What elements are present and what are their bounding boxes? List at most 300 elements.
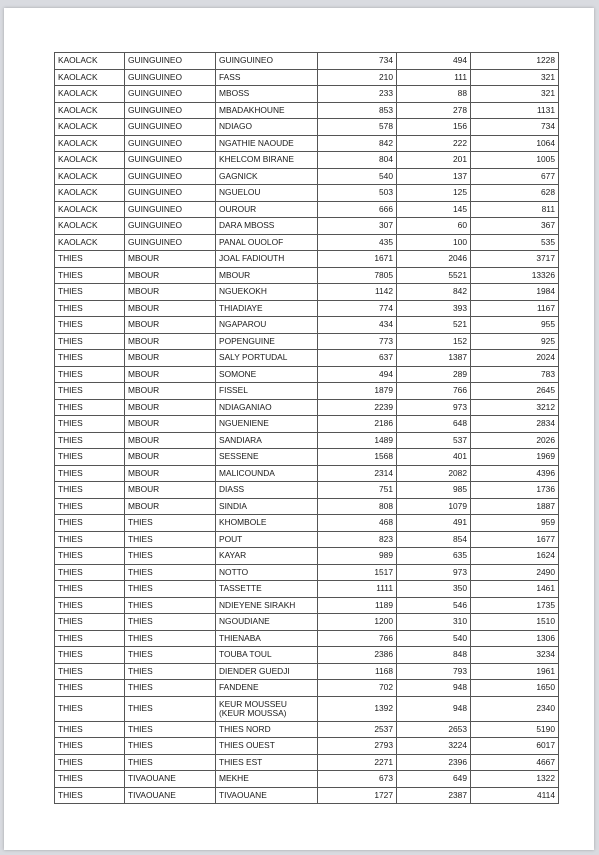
table-row xyxy=(55,366,559,383)
region-cell: KAOLACK xyxy=(55,168,125,185)
region-cell: KAOLACK xyxy=(55,135,125,152)
value-cell: 537 xyxy=(397,432,471,449)
value-cell: 201 xyxy=(397,152,471,169)
department-cell: GUINGUINEO xyxy=(125,53,216,70)
table-row xyxy=(55,564,559,581)
commune-cell: FASS xyxy=(216,69,318,86)
commune-cell: SESSENE xyxy=(216,449,318,466)
commune-cell: NGUELOU xyxy=(216,185,318,202)
table-row xyxy=(55,69,559,86)
commune-cell: SANDIARA xyxy=(216,432,318,449)
total-cell: 1736 xyxy=(471,482,559,499)
total-cell: 2645 xyxy=(471,383,559,400)
value-cell: 434 xyxy=(318,317,397,334)
value-cell: 2396 xyxy=(397,754,471,771)
value-cell: 702 xyxy=(318,680,397,697)
region-cell: THIES xyxy=(55,696,125,721)
total-cell: 925 xyxy=(471,333,559,350)
department-cell: GUINGUINEO xyxy=(125,102,216,119)
value-cell: 494 xyxy=(397,53,471,70)
region-cell: THIES xyxy=(55,416,125,433)
total-cell: 1510 xyxy=(471,614,559,631)
table-row xyxy=(55,630,559,647)
department-cell: MBOUR xyxy=(125,300,216,317)
commune-cell: THIADIAYE xyxy=(216,300,318,317)
region-cell: THIES xyxy=(55,771,125,788)
commune-cell: SINDIA xyxy=(216,498,318,515)
value-cell: 1727 xyxy=(318,787,397,804)
table-row xyxy=(55,581,559,598)
region-cell: THIES xyxy=(55,647,125,664)
value-cell: 100 xyxy=(397,234,471,251)
total-cell: 4396 xyxy=(471,465,559,482)
table-row xyxy=(55,317,559,334)
total-cell: 6017 xyxy=(471,738,559,755)
value-cell: 1111 xyxy=(318,581,397,598)
department-cell: THIES xyxy=(125,531,216,548)
commune-cell: MALICOUNDA xyxy=(216,465,318,482)
department-cell: THIES xyxy=(125,680,216,697)
region-cell: THIES xyxy=(55,564,125,581)
total-cell: 628 xyxy=(471,185,559,202)
value-cell: 734 xyxy=(318,53,397,70)
region-cell: THIES xyxy=(55,614,125,631)
value-cell: 751 xyxy=(318,482,397,499)
total-cell: 1650 xyxy=(471,680,559,697)
region-cell: THIES xyxy=(55,284,125,301)
value-cell: 111 xyxy=(397,69,471,86)
results-table xyxy=(54,52,559,804)
region-cell: THIES xyxy=(55,383,125,400)
value-cell: 766 xyxy=(318,630,397,647)
region-cell: THIES xyxy=(55,449,125,466)
total-cell: 2024 xyxy=(471,350,559,367)
department-cell: MBOUR xyxy=(125,399,216,416)
value-cell: 503 xyxy=(318,185,397,202)
department-cell: MBOUR xyxy=(125,416,216,433)
value-cell: 491 xyxy=(397,515,471,532)
total-cell: 955 xyxy=(471,317,559,334)
department-cell: THIES xyxy=(125,738,216,755)
region-cell: THIES xyxy=(55,754,125,771)
commune-cell: SOMONE xyxy=(216,366,318,383)
value-cell: 1489 xyxy=(318,432,397,449)
total-cell: 1461 xyxy=(471,581,559,598)
commune-cell: FANDENE xyxy=(216,680,318,697)
value-cell: 578 xyxy=(318,119,397,136)
value-cell: 2314 xyxy=(318,465,397,482)
department-cell: THIES xyxy=(125,721,216,738)
table-row xyxy=(55,152,559,169)
value-cell: 1387 xyxy=(397,350,471,367)
table-row xyxy=(55,754,559,771)
commune-cell: POUT xyxy=(216,531,318,548)
total-cell: 13326 xyxy=(471,267,559,284)
department-cell: GUINGUINEO xyxy=(125,168,216,185)
table-row xyxy=(55,416,559,433)
total-cell: 321 xyxy=(471,86,559,103)
value-cell: 540 xyxy=(397,630,471,647)
table-row xyxy=(55,135,559,152)
commune-cell: GUINGUINEO xyxy=(216,53,318,70)
region-cell: THIES xyxy=(55,482,125,499)
region-cell: KAOLACK xyxy=(55,234,125,251)
region-cell: THIES xyxy=(55,300,125,317)
region-cell: THIES xyxy=(55,432,125,449)
department-cell: MBOUR xyxy=(125,465,216,482)
table-row xyxy=(55,482,559,499)
value-cell: 774 xyxy=(318,300,397,317)
total-cell: 1322 xyxy=(471,771,559,788)
commune-cell: DARA MBOSS xyxy=(216,218,318,235)
value-cell: 1189 xyxy=(318,597,397,614)
commune-cell: THIENABA xyxy=(216,630,318,647)
total-cell: 3234 xyxy=(471,647,559,664)
table-row xyxy=(55,614,559,631)
value-cell: 673 xyxy=(318,771,397,788)
department-cell: THIES xyxy=(125,515,216,532)
commune-cell: MBADAKHOUNE xyxy=(216,102,318,119)
value-cell: 1168 xyxy=(318,663,397,680)
region-cell: KAOLACK xyxy=(55,201,125,218)
value-cell: 842 xyxy=(397,284,471,301)
value-cell: 2387 xyxy=(397,787,471,804)
value-cell: 2537 xyxy=(318,721,397,738)
total-cell: 1306 xyxy=(471,630,559,647)
region-cell: THIES xyxy=(55,267,125,284)
department-cell: MBOUR xyxy=(125,267,216,284)
value-cell: 648 xyxy=(397,416,471,433)
region-cell: KAOLACK xyxy=(55,185,125,202)
total-cell: 1624 xyxy=(471,548,559,565)
results-table-body xyxy=(55,53,559,804)
value-cell: 793 xyxy=(397,663,471,680)
value-cell: 289 xyxy=(397,366,471,383)
commune-cell: FISSEL xyxy=(216,383,318,400)
table-row xyxy=(55,102,559,119)
total-cell: 321 xyxy=(471,69,559,86)
table-row xyxy=(55,399,559,416)
region-cell: THIES xyxy=(55,465,125,482)
table-row xyxy=(55,531,559,548)
total-cell: 1167 xyxy=(471,300,559,317)
region-cell: THIES xyxy=(55,350,125,367)
department-cell: GUINGUINEO xyxy=(125,218,216,235)
value-cell: 156 xyxy=(397,119,471,136)
table-row xyxy=(55,465,559,482)
department-cell: THIES xyxy=(125,630,216,647)
value-cell: 1200 xyxy=(318,614,397,631)
table-row xyxy=(55,548,559,565)
table-row xyxy=(55,251,559,268)
value-cell: 540 xyxy=(318,168,397,185)
value-cell: 494 xyxy=(318,366,397,383)
commune-cell: NGUEKOKH xyxy=(216,284,318,301)
table-row xyxy=(55,300,559,317)
department-cell: TIVAOUANE xyxy=(125,787,216,804)
table-row xyxy=(55,267,559,284)
commune-cell: NDIAGO xyxy=(216,119,318,136)
region-cell: THIES xyxy=(55,251,125,268)
table-row xyxy=(55,721,559,738)
commune-cell: NGATHIE NAOUDE xyxy=(216,135,318,152)
total-cell: 1961 xyxy=(471,663,559,680)
value-cell: 804 xyxy=(318,152,397,169)
value-cell: 521 xyxy=(397,317,471,334)
table-row xyxy=(55,738,559,755)
total-cell: 1131 xyxy=(471,102,559,119)
table-row xyxy=(55,449,559,466)
region-cell: THIES xyxy=(55,581,125,598)
value-cell: 310 xyxy=(397,614,471,631)
total-cell: 1969 xyxy=(471,449,559,466)
value-cell: 2793 xyxy=(318,738,397,755)
total-cell: 2026 xyxy=(471,432,559,449)
region-cell: KAOLACK xyxy=(55,53,125,70)
value-cell: 948 xyxy=(397,696,471,721)
region-cell: THIES xyxy=(55,738,125,755)
commune-cell: NDIEYENE SIRAKH xyxy=(216,597,318,614)
value-cell: 350 xyxy=(397,581,471,598)
value-cell: 973 xyxy=(397,564,471,581)
value-cell: 854 xyxy=(397,531,471,548)
region-cell: KAOLACK xyxy=(55,218,125,235)
department-cell: THIES xyxy=(125,548,216,565)
region-cell: THIES xyxy=(55,399,125,416)
value-cell: 1671 xyxy=(318,251,397,268)
value-cell: 848 xyxy=(397,647,471,664)
document-page xyxy=(4,8,594,850)
department-cell: MBOUR xyxy=(125,350,216,367)
commune-cell: THIES OUEST xyxy=(216,738,318,755)
value-cell: 973 xyxy=(397,399,471,416)
region-cell: THIES xyxy=(55,531,125,548)
commune-cell: MEKHE xyxy=(216,771,318,788)
commune-cell: PANAL OUOLOF xyxy=(216,234,318,251)
value-cell: 152 xyxy=(397,333,471,350)
value-cell: 2186 xyxy=(318,416,397,433)
region-cell: THIES xyxy=(55,680,125,697)
value-cell: 233 xyxy=(318,86,397,103)
department-cell: MBOUR xyxy=(125,333,216,350)
value-cell: 1568 xyxy=(318,449,397,466)
value-cell: 1079 xyxy=(397,498,471,515)
region-cell: THIES xyxy=(55,366,125,383)
total-cell: 2490 xyxy=(471,564,559,581)
total-cell: 4667 xyxy=(471,754,559,771)
table-row xyxy=(55,53,559,70)
commune-cell: DIENDER GUEDJI xyxy=(216,663,318,680)
table-row xyxy=(55,383,559,400)
value-cell: 766 xyxy=(397,383,471,400)
value-cell: 7805 xyxy=(318,267,397,284)
commune-cell: TIVAOUANE xyxy=(216,787,318,804)
value-cell: 546 xyxy=(397,597,471,614)
commune-cell: THIES NORD xyxy=(216,721,318,738)
value-cell: 5521 xyxy=(397,267,471,284)
department-cell: MBOUR xyxy=(125,449,216,466)
table-row xyxy=(55,647,559,664)
department-cell: THIES xyxy=(125,696,216,721)
value-cell: 1879 xyxy=(318,383,397,400)
region-cell: THIES xyxy=(55,333,125,350)
department-cell: GUINGUINEO xyxy=(125,185,216,202)
department-cell: THIES xyxy=(125,581,216,598)
commune-cell: KHOMBOLE xyxy=(216,515,318,532)
value-cell: 823 xyxy=(318,531,397,548)
region-cell: THIES xyxy=(55,498,125,515)
value-cell: 842 xyxy=(318,135,397,152)
table-row xyxy=(55,432,559,449)
commune-cell: KHELCOM BIRANE xyxy=(216,152,318,169)
commune-cell: MBOUR xyxy=(216,267,318,284)
department-cell: GUINGUINEO xyxy=(125,119,216,136)
value-cell: 137 xyxy=(397,168,471,185)
value-cell: 2046 xyxy=(397,251,471,268)
value-cell: 435 xyxy=(318,234,397,251)
total-cell: 5190 xyxy=(471,721,559,738)
department-cell: MBOUR xyxy=(125,498,216,515)
commune-cell: OUROUR xyxy=(216,201,318,218)
total-cell: 734 xyxy=(471,119,559,136)
value-cell: 1392 xyxy=(318,696,397,721)
value-cell: 2239 xyxy=(318,399,397,416)
commune-cell: DIASS xyxy=(216,482,318,499)
commune-cell: NOTTO xyxy=(216,564,318,581)
commune-cell: KAYAR xyxy=(216,548,318,565)
commune-cell: NGAPAROU xyxy=(216,317,318,334)
value-cell: 649 xyxy=(397,771,471,788)
value-cell: 773 xyxy=(318,333,397,350)
value-cell: 2082 xyxy=(397,465,471,482)
commune-cell: THIES EST xyxy=(216,754,318,771)
total-cell: 959 xyxy=(471,515,559,532)
table-row xyxy=(55,663,559,680)
total-cell: 535 xyxy=(471,234,559,251)
value-cell: 2271 xyxy=(318,754,397,771)
value-cell: 210 xyxy=(318,69,397,86)
region-cell: THIES xyxy=(55,630,125,647)
commune-cell: TOUBA TOUL xyxy=(216,647,318,664)
value-cell: 60 xyxy=(397,218,471,235)
total-cell: 1677 xyxy=(471,531,559,548)
total-cell: 367 xyxy=(471,218,559,235)
total-cell: 1005 xyxy=(471,152,559,169)
table-row xyxy=(55,515,559,532)
table-row xyxy=(55,201,559,218)
department-cell: TIVAOUANE xyxy=(125,771,216,788)
region-cell: KAOLACK xyxy=(55,152,125,169)
table-row xyxy=(55,696,559,721)
department-cell: GUINGUINEO xyxy=(125,201,216,218)
region-cell: KAOLACK xyxy=(55,102,125,119)
region-cell: KAOLACK xyxy=(55,119,125,136)
region-cell: THIES xyxy=(55,787,125,804)
value-cell: 853 xyxy=(318,102,397,119)
table-row xyxy=(55,787,559,804)
value-cell: 637 xyxy=(318,350,397,367)
table-row xyxy=(55,218,559,235)
department-cell: GUINGUINEO xyxy=(125,86,216,103)
department-cell: THIES xyxy=(125,597,216,614)
table-row xyxy=(55,86,559,103)
region-cell: THIES xyxy=(55,317,125,334)
value-cell: 989 xyxy=(318,548,397,565)
table-row xyxy=(55,498,559,515)
table-row xyxy=(55,333,559,350)
department-cell: THIES xyxy=(125,647,216,664)
commune-cell: POPENGUINE xyxy=(216,333,318,350)
value-cell: 125 xyxy=(397,185,471,202)
commune-cell: JOAL FADIOUTH xyxy=(216,251,318,268)
department-cell: MBOUR xyxy=(125,284,216,301)
value-cell: 145 xyxy=(397,201,471,218)
value-cell: 3224 xyxy=(397,738,471,755)
value-cell: 468 xyxy=(318,515,397,532)
table-row xyxy=(55,185,559,202)
department-cell: MBOUR xyxy=(125,251,216,268)
value-cell: 307 xyxy=(318,218,397,235)
value-cell: 401 xyxy=(397,449,471,466)
commune-cell: GAGNICK xyxy=(216,168,318,185)
total-cell: 1735 xyxy=(471,597,559,614)
value-cell: 808 xyxy=(318,498,397,515)
department-cell: GUINGUINEO xyxy=(125,234,216,251)
value-cell: 393 xyxy=(397,300,471,317)
total-cell: 3717 xyxy=(471,251,559,268)
region-cell: THIES xyxy=(55,548,125,565)
value-cell: 278 xyxy=(397,102,471,119)
region-cell: THIES xyxy=(55,597,125,614)
table-row xyxy=(55,680,559,697)
table-row xyxy=(55,234,559,251)
value-cell: 2386 xyxy=(318,647,397,664)
region-cell: THIES xyxy=(55,663,125,680)
total-cell: 783 xyxy=(471,366,559,383)
value-cell: 1517 xyxy=(318,564,397,581)
commune-cell: NGUENIENE xyxy=(216,416,318,433)
department-cell: THIES xyxy=(125,614,216,631)
total-cell: 1228 xyxy=(471,53,559,70)
value-cell: 948 xyxy=(397,680,471,697)
commune-cell: NGOUDIANE xyxy=(216,614,318,631)
department-cell: MBOUR xyxy=(125,317,216,334)
region-cell: KAOLACK xyxy=(55,86,125,103)
total-cell: 1064 xyxy=(471,135,559,152)
commune-cell: MBOSS xyxy=(216,86,318,103)
table-row xyxy=(55,119,559,136)
total-cell: 677 xyxy=(471,168,559,185)
value-cell: 88 xyxy=(397,86,471,103)
department-cell: THIES xyxy=(125,564,216,581)
total-cell: 1984 xyxy=(471,284,559,301)
department-cell: MBOUR xyxy=(125,383,216,400)
department-cell: MBOUR xyxy=(125,366,216,383)
value-cell: 635 xyxy=(397,548,471,565)
table-row xyxy=(55,284,559,301)
commune-cell: KEUR MOUSSEU (KEUR MOUSSA) xyxy=(216,696,318,721)
total-cell: 4114 xyxy=(471,787,559,804)
total-cell: 2834 xyxy=(471,416,559,433)
value-cell: 666 xyxy=(318,201,397,218)
commune-cell: TASSETTE xyxy=(216,581,318,598)
commune-cell: NDIAGANIAO xyxy=(216,399,318,416)
department-cell: GUINGUINEO xyxy=(125,135,216,152)
department-cell: THIES xyxy=(125,663,216,680)
total-cell: 811 xyxy=(471,201,559,218)
region-cell: THIES xyxy=(55,721,125,738)
value-cell: 2653 xyxy=(397,721,471,738)
